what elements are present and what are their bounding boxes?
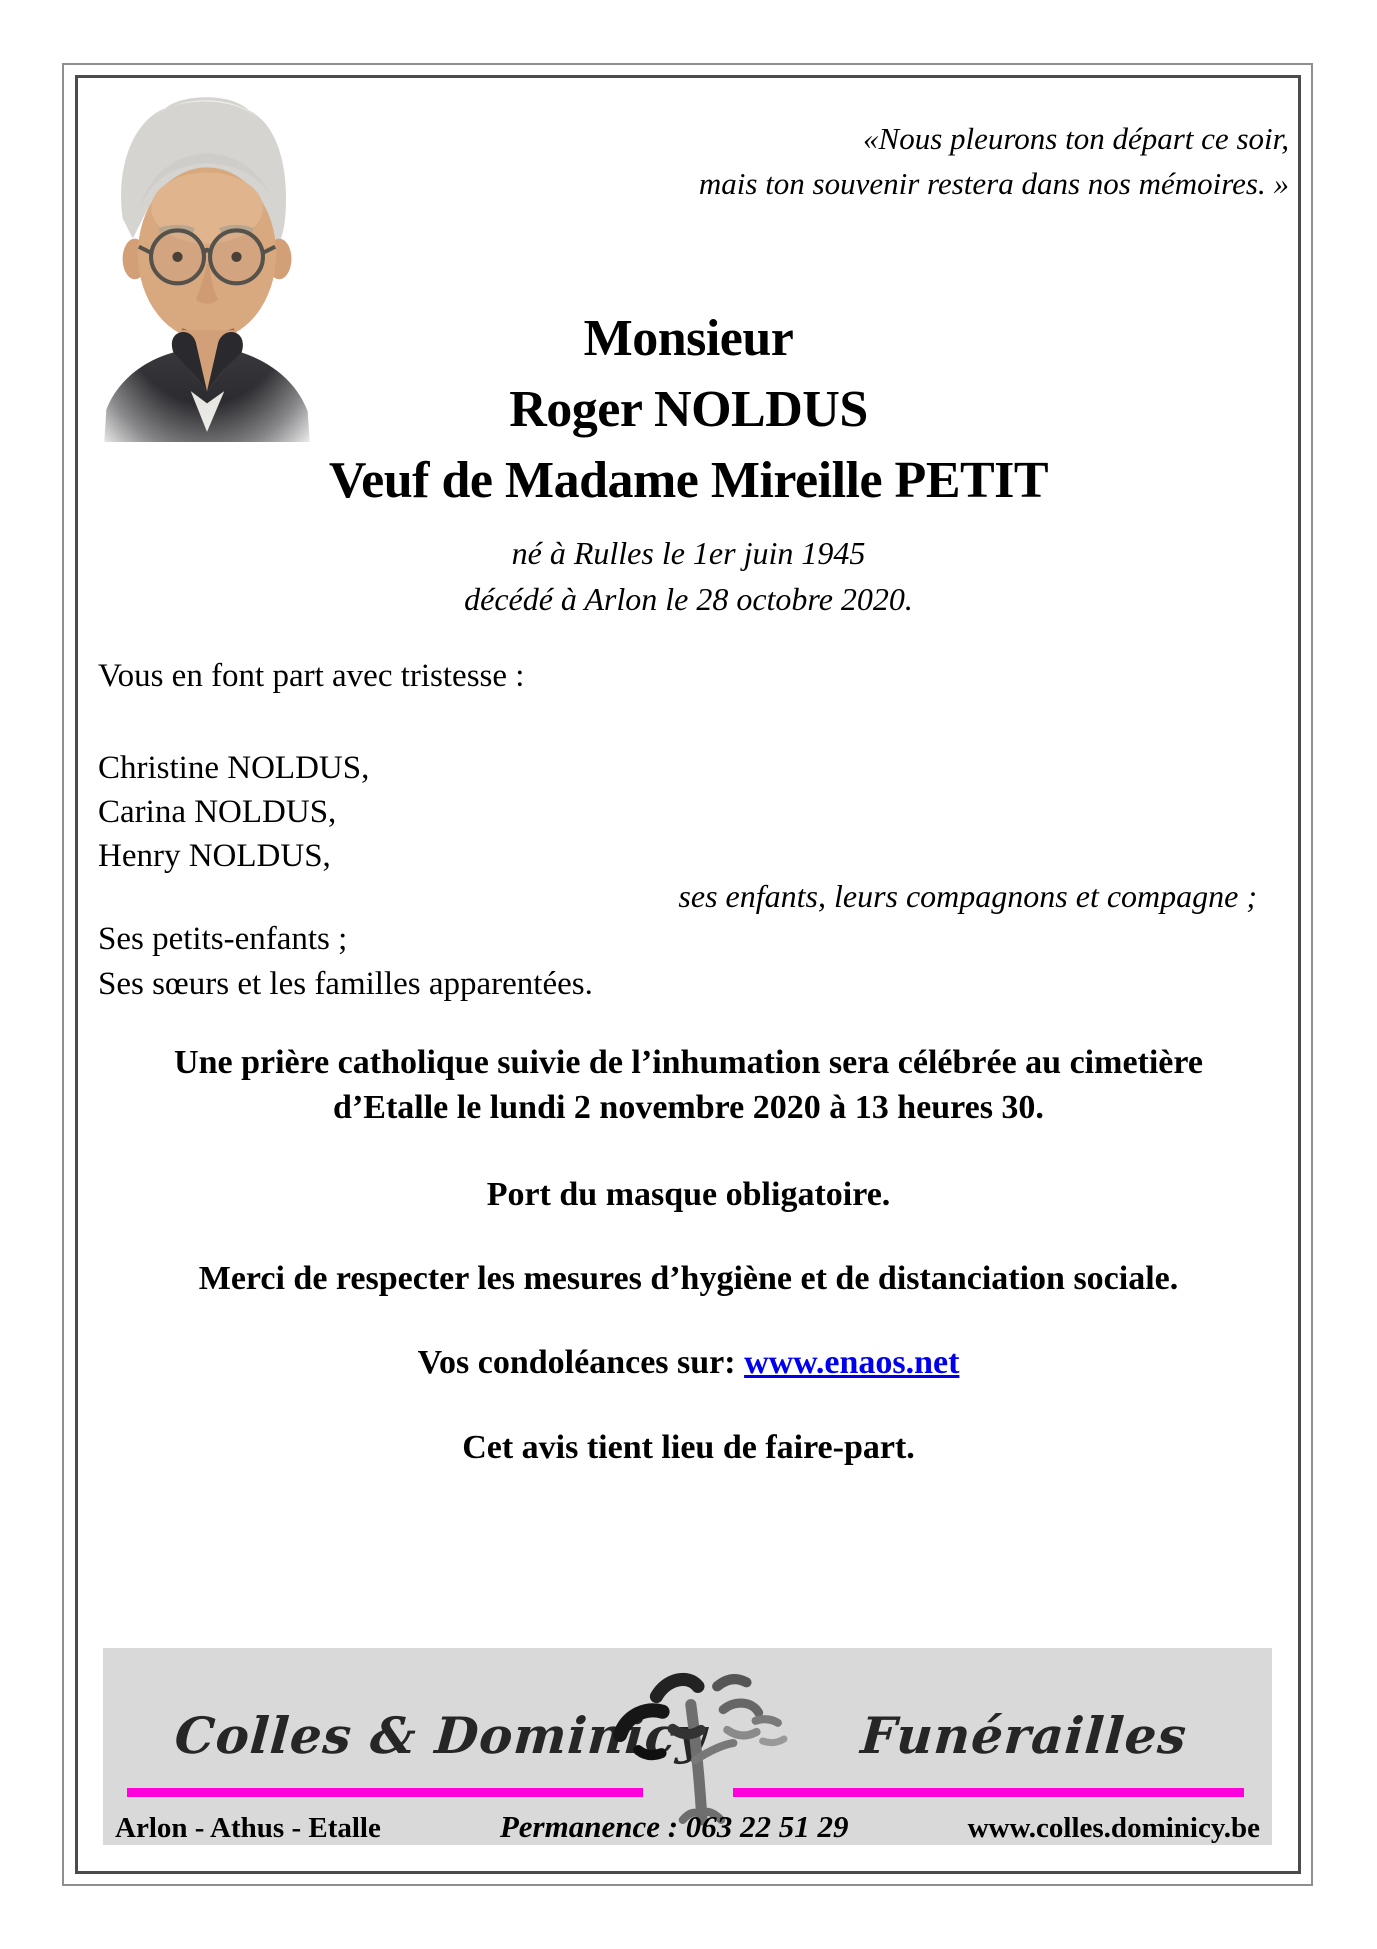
ceremony-line-2: d’Etalle le lundi 2 novembre 2020 à 13 heures 30. [333, 1089, 1044, 1126]
child-name: Henry NOLDUS, [98, 838, 331, 874]
memorial-quote [429, 116, 1289, 206]
ceremony-line-1: Une prière catholique suivie de l’inhumation sera célébrée au cimetière [174, 1044, 1203, 1081]
ceremony-announcement [0, 1040, 1377, 1130]
banner-bottom-row [103, 1809, 1272, 1845]
funeral-home-type: Funérailles [858, 1706, 1189, 1765]
funeral-home-website: www.colles.dominicy.be [967, 1812, 1260, 1844]
deceased-salutation: Monsieur [583, 310, 794, 367]
permanence-phone: Permanence : 063 22 51 29 [499, 1809, 849, 1844]
closing-notice: Cet avis tient lieu de faire-part. [462, 1429, 915, 1466]
magenta-rule-right [733, 1788, 1244, 1797]
birth-death-dates [0, 530, 1377, 622]
funeral-home-name: Colles & Dominicy [172, 1706, 709, 1765]
magenta-rule-left [127, 1788, 643, 1797]
quote-line-2: mais ton souvenir restera dans nos mémoires. » [698, 166, 1289, 201]
child-name: Carina NOLDUS, [98, 794, 337, 830]
mask-notice: Port du masque obligatoire. [486, 1176, 891, 1213]
locations-text: Arlon - Athus - Etalle [115, 1812, 381, 1844]
sisters-line: Ses sœurs et les familles apparentées. [98, 966, 593, 1002]
birth-line: né à Rulles le 1er juin 1945 [511, 535, 866, 571]
condolences-line [0, 1340, 1377, 1385]
announcement-intro: Vous en font part avec tristesse : [98, 658, 525, 694]
condolences-label: Vos condoléances sur: [417, 1344, 745, 1381]
death-line: décédé à Arlon le 28 octobre 2020. [464, 581, 913, 617]
child-name: Christine NOLDUS, [98, 750, 370, 786]
quote-line-1: «Nous pleurons ton départ ce soir, [863, 121, 1289, 156]
children-caption: ses enfants, leurs compagnons et compagne ; [678, 878, 1257, 914]
grandchildren-line: Ses petits-enfants ; [98, 921, 348, 957]
children-list [98, 746, 369, 878]
deceased-relation: Veuf de Madame Mireille PETIT [328, 452, 1049, 509]
funeral-home-banner [103, 1648, 1272, 1845]
enaos-link[interactable]: www.enaos.net [744, 1344, 960, 1381]
hygiene-notice: Merci de respecter les mesures d’hygiène et de distanciation sociale. [198, 1260, 1179, 1297]
tree-logo-icon [603, 1654, 807, 1826]
relatives-list [98, 917, 593, 1007]
deceased-name: Roger NOLDUS [509, 381, 868, 438]
deceased-headline [0, 303, 1377, 516]
